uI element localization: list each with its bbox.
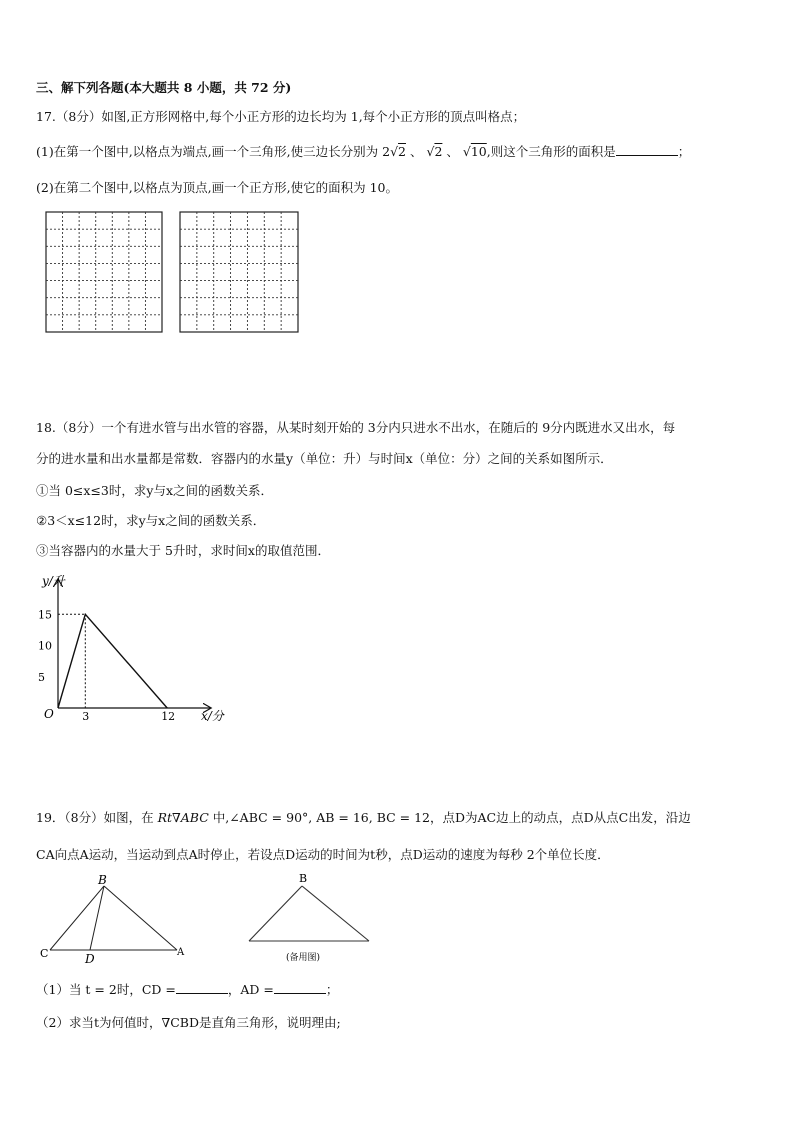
chart-x-label: x/分 bbox=[201, 709, 224, 723]
chart-xtick-label: 12 bbox=[161, 710, 176, 723]
q19-line1 bbox=[36, 808, 691, 826]
chart-origin-label: O bbox=[44, 707, 54, 721]
fig2-label-B: B bbox=[299, 872, 308, 885]
fig2-caption: (备用图) bbox=[286, 953, 321, 963]
fig1-label-C: C bbox=[40, 947, 49, 960]
q19-line1-math: Rt∇ABC bbox=[157, 810, 209, 825]
q18-item3: ③当容器内的水量大于 5升时，求时间x的取值范围． bbox=[36, 543, 330, 558]
q19-part1-mid: ，AD = bbox=[227, 982, 274, 997]
grid-figure-1 bbox=[44, 210, 166, 334]
q17-part1-post: ,则这个三角形的面积是 bbox=[486, 144, 616, 159]
chart-xtick-label: 3 bbox=[82, 710, 90, 723]
q18-stem-line1: 18.（8分）一个有进水管与出水管的容器，从某时刻开始的 3分内只进水不出水，在随后的 9分内既进水又出水，每 bbox=[36, 420, 676, 435]
q19-part1-pre: （1）当 t = 2时，CD = bbox=[36, 982, 176, 997]
q17-stem: 17.（8分）如图,正方形网格中,每个小正方形的边长均为 1,每个小正方形的顶点叫格点； bbox=[36, 109, 526, 124]
chart-series-line bbox=[58, 614, 167, 708]
q17-part1-end: ； bbox=[677, 144, 691, 159]
q19-cd-blank[interactable] bbox=[176, 980, 228, 994]
q17-sqrt-2a: √2 bbox=[390, 144, 406, 159]
fig1-label-B: B bbox=[98, 873, 107, 887]
chart-ytick-label: 10 bbox=[38, 639, 52, 653]
q18-chart bbox=[30, 570, 240, 730]
q18-item1: ①当 0≤x≤3时，求y与x之间的函数关系． bbox=[36, 483, 273, 498]
q19-line1-pre: 19．（8分）如图，在 bbox=[36, 810, 158, 825]
q19-line2: CA向点A运动，当运动到点A时停止，若设点D运动的时间为t秒，点D运动的速度为每秒 2个单位长度． bbox=[36, 847, 610, 862]
q19-ad-blank[interactable] bbox=[274, 980, 326, 994]
chart-y-label: y/升 bbox=[42, 574, 65, 588]
chart-ytick-label: 15 bbox=[38, 608, 52, 622]
q17-part1-pre: (1)在第一个图中,以格点为端点,画一个三角形,使三边长分别为 2 bbox=[36, 144, 391, 159]
q17-part2: (2)在第二个图中,以格点为顶点,画一个正方形,使它的面积为 10。 bbox=[36, 180, 399, 195]
fig1-label-A: A bbox=[177, 947, 185, 958]
q17-part1 bbox=[36, 142, 690, 160]
q19-triangle-figure bbox=[36, 873, 186, 968]
q17-sep2: 、 bbox=[446, 144, 459, 159]
chart-ytick-label: 5 bbox=[38, 670, 45, 684]
q19-line1-mid: 中,∠ABC = 90°, AB = 16, BC = 12，点D为AC边上的动点，点D从点C出发，沿边 bbox=[208, 810, 691, 825]
q17-sqrt-10: √10 bbox=[462, 144, 487, 159]
q18-item2: ②3＜x≤12时，求y与x之间的函数关系． bbox=[36, 513, 266, 528]
q19-part1-end: ； bbox=[325, 982, 339, 997]
section-title: 三、解下列各题(本大题共 8 小题，共 72 分) bbox=[36, 80, 292, 95]
q18-stem-line2: 分的进水量和出水量都是常数．容器内的水量y（单位：升）与时间x（单位：分）之间的关系如图所示． bbox=[36, 451, 613, 466]
q17-sqrt-2b: √2 bbox=[426, 144, 443, 159]
q19-part1 bbox=[36, 980, 338, 998]
grid-figure-2 bbox=[178, 210, 302, 334]
fig1-label-D: D bbox=[85, 952, 95, 966]
q17-answer-blank[interactable] bbox=[616, 142, 678, 156]
q19-backup-figure bbox=[238, 868, 386, 968]
q17-sep1: 、 bbox=[409, 144, 423, 159]
q19-part2: （2）求当t为何值时，∇CBD是直角三角形，说明理由; bbox=[36, 1015, 341, 1030]
